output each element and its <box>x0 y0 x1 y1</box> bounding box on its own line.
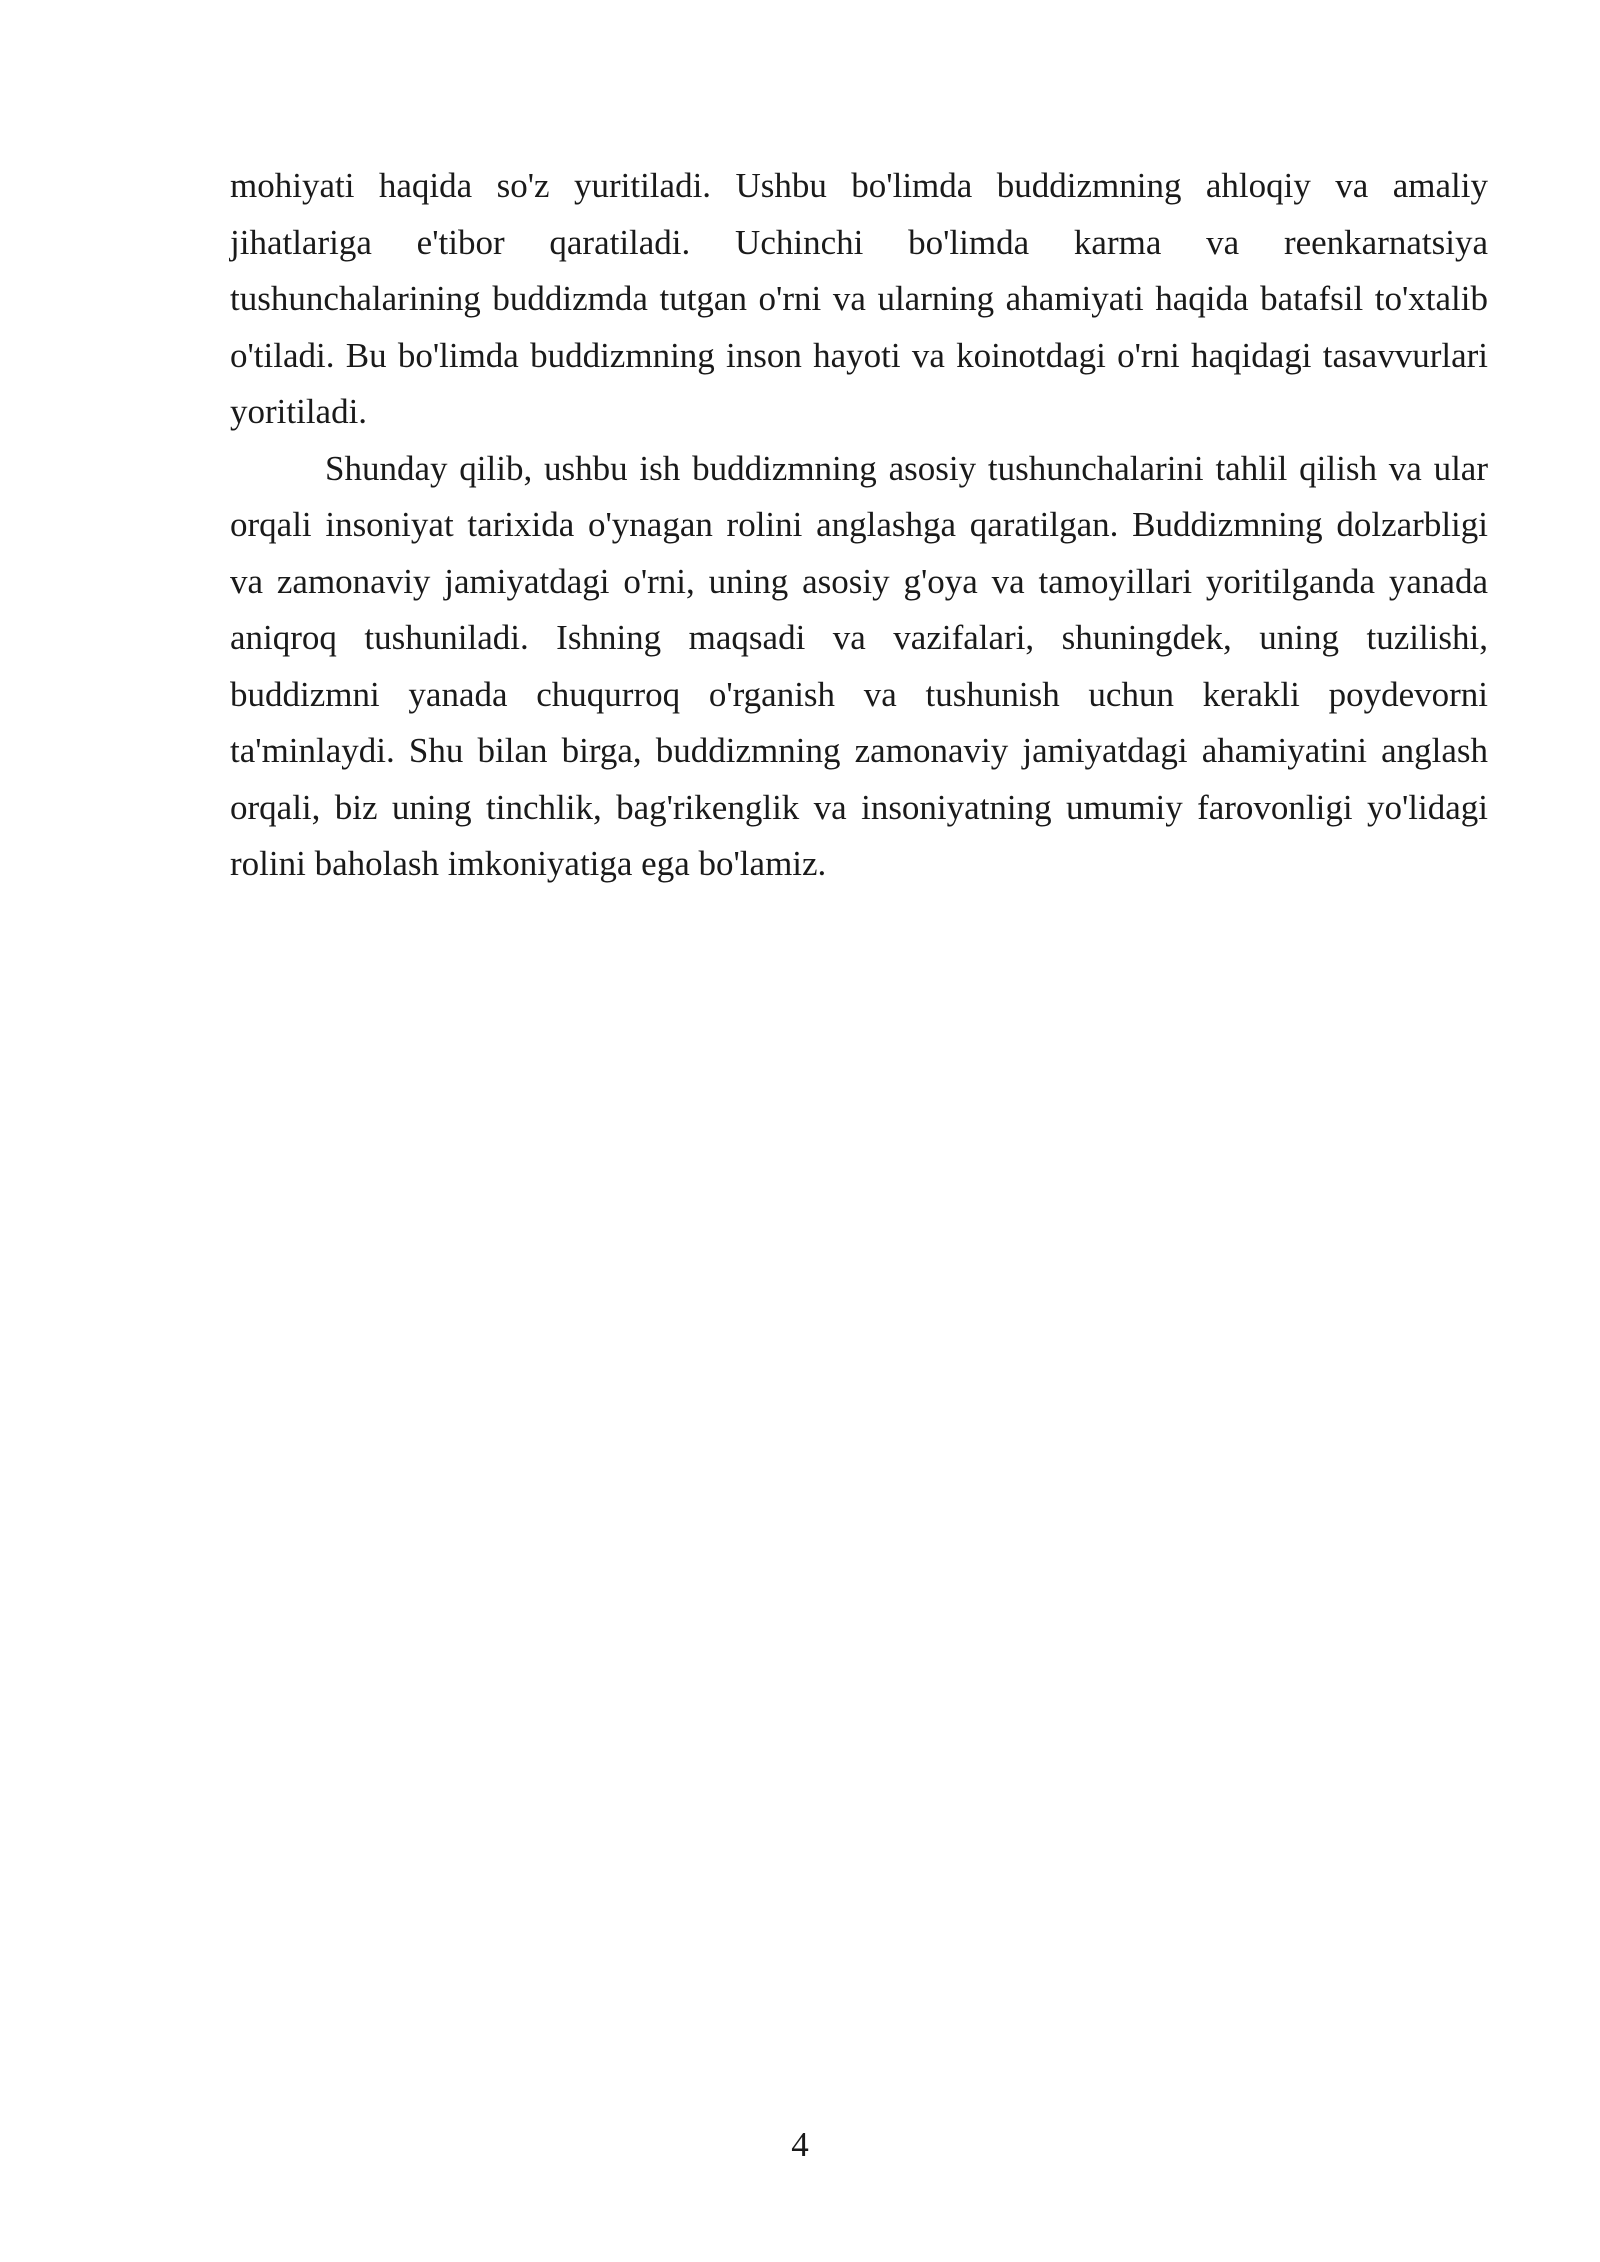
body-text <box>230 158 1488 893</box>
page-number: 4 <box>791 2125 809 2164</box>
paragraph-continuation: mohiyati haqida so'z yuritiladi. Ushbu bo'limda buddizmning ahloqiy va amaliy jihatlariga e'tibor qaratiladi. Uchinchi bo'limda karma va reenkarnatsiya tushunchalarining buddizmda tutgan o'rni va ularning ahamiyati haqida batafsil to'xtalib o'tiladi. Bu bo'limda buddizmning inson hayoti va koinotdagi o'rni haqidagi tasavvurlari yoritiladi. <box>230 166 1488 431</box>
paragraph-conclusion: Shunday qilib, ushbu ish buddizmning asosiy tushunchalarini tahlil qilish va ular orqali insoniyat tarixida o'ynagan rolini anglashga qaratilgan. Buddizmning dolzarbligi va zamonaviy jamiyatdagi o'rni, uning asosiy g'oya va tamoyillari yoritilganda yanada aniqroq tushuniladi. Ishning maqsadi va vazifalari, shuningdek, uning tuzilishi, buddizmni yanada chuqurroq o'rganish va tushunish uchun kerakli poydevorni ta'minlaydi. Shu bilan birga, buddizmning zamonaviy jamiyatdagi ahamiyatini anglash orqali, biz uning tinchlik, bag'rikenglik va insoniyatning umumiy farovonligi yo'lidagi rolini baholash imkoniyatiga ega bo'lamiz. <box>230 448 1488 883</box>
